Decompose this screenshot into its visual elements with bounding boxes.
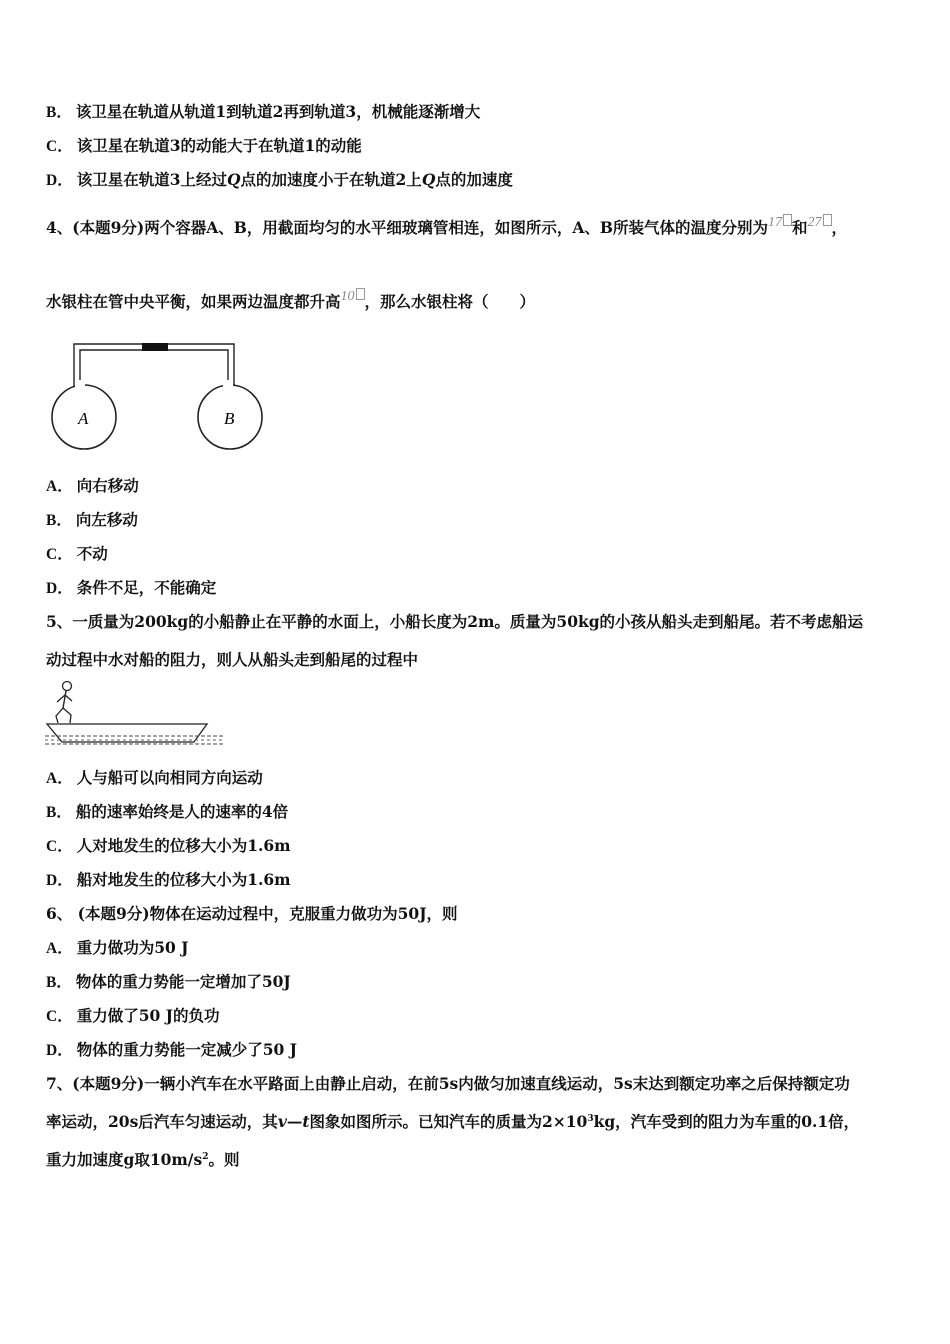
q7-stem-line2 [46,1112,859,1135]
child-body [63,691,66,708]
q4-text: ，那么水银柱将（ ） [364,292,536,311]
option-text: 船的速率始终是人的速率的4倍 [75,802,289,821]
q4-option-a [46,476,139,497]
option-text: 物体的重力势能一定减少了50 J [76,1040,298,1059]
option-label: C． [46,546,73,563]
q7-text: 图象如图所示。已知汽车的质量为2×10 [309,1112,588,1131]
q3-option-c [46,136,362,157]
q7-stem-line1: 7、(本题9分)一辆小汽车在水平路面上由静止启动，在前5s内做匀加速直线运动，5s末达到额定功率之后保持额定功 [46,1074,850,1093]
option-label: A． [46,478,73,495]
point-q: Q [421,170,436,189]
degree-unit-icon [356,288,365,300]
temp-rise [341,289,365,304]
q4-option-c [46,544,108,565]
q4-option-d [46,578,216,599]
var-v: v [277,1112,287,1131]
degree-unit-icon [783,214,792,226]
neck-gap-a [75,380,85,392]
option-label: D． [46,1042,73,1059]
option-label: C． [46,838,73,855]
q7-text: 率运动，20s后汽车匀速运动，其 [46,1112,278,1131]
q5-option-c [46,836,291,857]
q5-option-d [46,870,291,891]
boat-hull [47,724,207,742]
option-text: 船对地发生的位移大小为1.6m [76,870,291,889]
option-label: D． [46,872,73,889]
q7-text: 重力加速度g取10m/s [46,1150,203,1169]
neck-gap-b [223,380,233,392]
option-text: 重力做功为50 J [76,938,189,957]
option-label: D． [46,172,73,189]
q4-text: 4、(本题9分)两个容器A、B，用截面均匀的水平细玻璃管相连，如图所示，A、B所装气体的温度分别为 [46,218,768,237]
q4-stem-line2 [46,289,536,314]
mercury-column [142,343,168,351]
option-text: 该卫星在轨道3的动能大于在轨道1的动能 [76,136,362,155]
q3-option-b [46,102,480,123]
option-text: 人与船可以向相同方向运动 [76,768,263,787]
option-text: 向左移动 [75,510,138,529]
degree-unit-icon [823,214,832,226]
option-text: 该卫星在轨道3上经过 [76,170,227,189]
q6-option-a [46,938,189,959]
option-text: 人对地发生的位移大小为1.6m [76,836,291,855]
exponent: 2 [202,1152,209,1162]
q6-option-d [46,1040,297,1061]
option-label: C． [46,1008,73,1025]
q5-option-b [46,802,288,823]
temp-a [768,215,792,230]
option-text: 点的加速度小于在轨道2上 [240,170,422,189]
option-text: 不动 [76,544,108,563]
exponent: 3 [587,1114,594,1124]
option-label: A． [46,940,73,957]
q7-stem-line3 [46,1150,239,1173]
q7-text: 。则 [208,1150,240,1169]
q5-stem-line2: 动过程中水对船的阻力，则人从船头走到船尾的过程中 [46,650,419,669]
child-head [63,682,72,691]
temp-b [808,215,832,230]
option-label: C． [46,138,73,155]
option-text: 向右移动 [76,476,139,495]
label-b: B [224,409,235,428]
q6-option-c [46,1006,220,1027]
q4-option-b [46,510,138,531]
q5-stem-line1: 5、一质量为200kg的小船静止在平静的水面上，小船长度为2m。质量为50kg的小孩从船头走到船尾。若不考虑船运 [46,612,864,631]
q6-stem: 6、 (本题9分)物体在运动过程中，克服重力做功为50J，则 [46,904,458,923]
temp-a-value: 17 [768,215,782,230]
option-text: 重力做了50 J的负功 [76,1006,220,1025]
option-text: 点的加速度 [435,170,513,189]
q4-text: 和 [792,218,808,237]
option-text: 条件不足，不能确定 [76,578,217,597]
temp-rise-value: 10 [340,289,355,304]
q7-text: — [286,1112,303,1131]
var-t: t [302,1112,310,1131]
q4-text: 水银柱在管中央平衡，如果两边温度都升高 [46,292,341,311]
option-label: B． [46,512,72,529]
option-label: B． [46,974,72,991]
option-label: D． [46,580,73,597]
q4-text: ， [831,218,848,237]
q4-stem-line1 [46,215,848,240]
q6-option-b [46,972,291,993]
option-text: 该卫星在轨道从轨道1到轨道2再到轨道3，机械能逐渐增大 [75,102,481,121]
q7-text: kg，汽车受到的阻力为车重的0.1倍， [593,1112,860,1131]
q4-container-figure [44,340,266,454]
point-q: Q [227,170,241,189]
q5-boat-figure [44,678,228,750]
q3-option-d [46,170,513,191]
label-a: A [78,409,89,428]
option-label: B． [46,104,72,121]
child-legs [56,708,71,723]
option-text: 物体的重力势能一定增加了50J [75,972,291,991]
option-label: A． [46,770,73,787]
q5-option-a [46,768,263,789]
temp-b-value: 27 [807,215,822,230]
tube-inner [80,350,228,388]
option-label: B． [46,804,72,821]
